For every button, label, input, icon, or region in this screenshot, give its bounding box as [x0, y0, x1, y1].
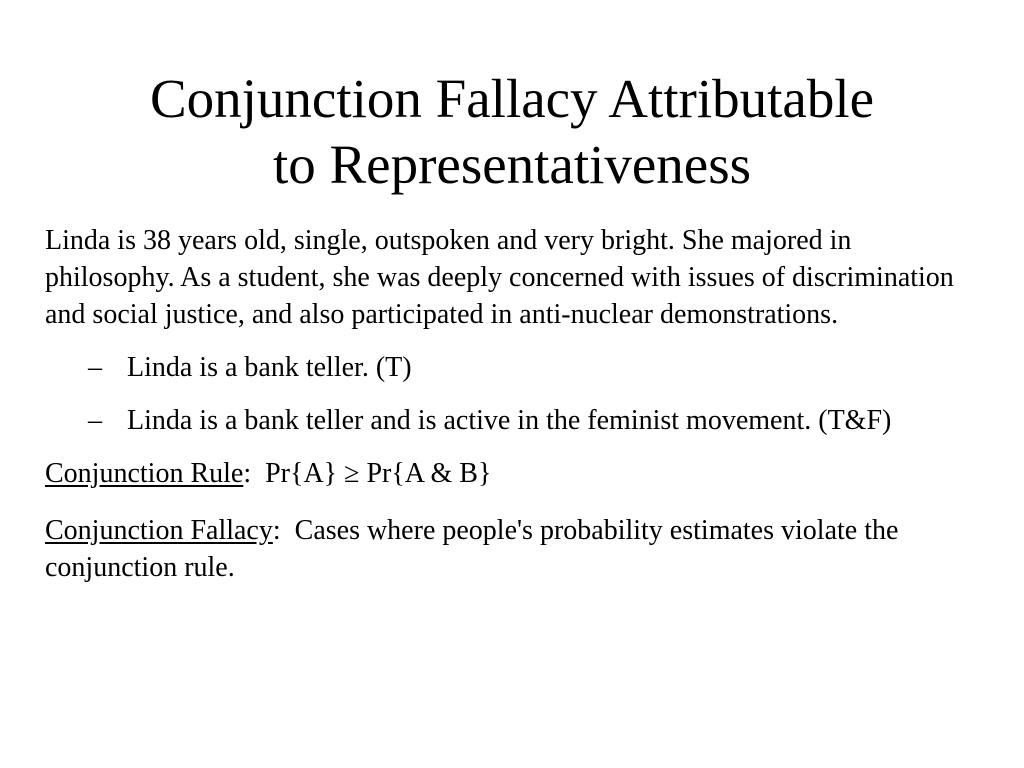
slide-title-line-1: Conjunction Fallacy Attributable: [149, 68, 875, 129]
slide-body: [45, 222, 985, 586]
conjunction-fallacy-definition: Cases where people's probability estimates violate the conjunction rule.: [45, 515, 906, 583]
conjunction-rule-separator: :: [243, 458, 252, 489]
bullet-item-feminist-bank-teller: [45, 402, 985, 439]
conjunction-fallacy-separator: :: [272, 515, 281, 546]
conjunction-rule-definition: Pr{A} ≥ Pr{A & B}: [251, 458, 492, 489]
conjunction-rule-term: Conjunction Rule: [45, 458, 244, 489]
conjunction-fallacy: [45, 512, 985, 586]
bullet-text: Linda is a bank teller and is active in the feminist movement. (T&F): [127, 405, 892, 436]
conjunction-rule: [45, 455, 985, 492]
dash-marker: –: [88, 405, 102, 436]
linda-description: Linda is 38 years old, single, outspoken and very bright. She majored in philosophy. As a student, she was deeply concerned with issues of discrimination and social justice, and also participated in anti-nuclear demonstrations.: [45, 225, 954, 330]
bullet-item-bank-teller: [45, 349, 985, 386]
slide-title: [60, 66, 964, 198]
conjunction-fallacy-term: Conjunction Fallacy: [45, 515, 273, 546]
dash-marker: –: [88, 352, 102, 383]
bullet-text: Linda is a bank teller. (T): [127, 352, 412, 383]
slide-title-line-2: to Representativeness: [272, 134, 752, 195]
